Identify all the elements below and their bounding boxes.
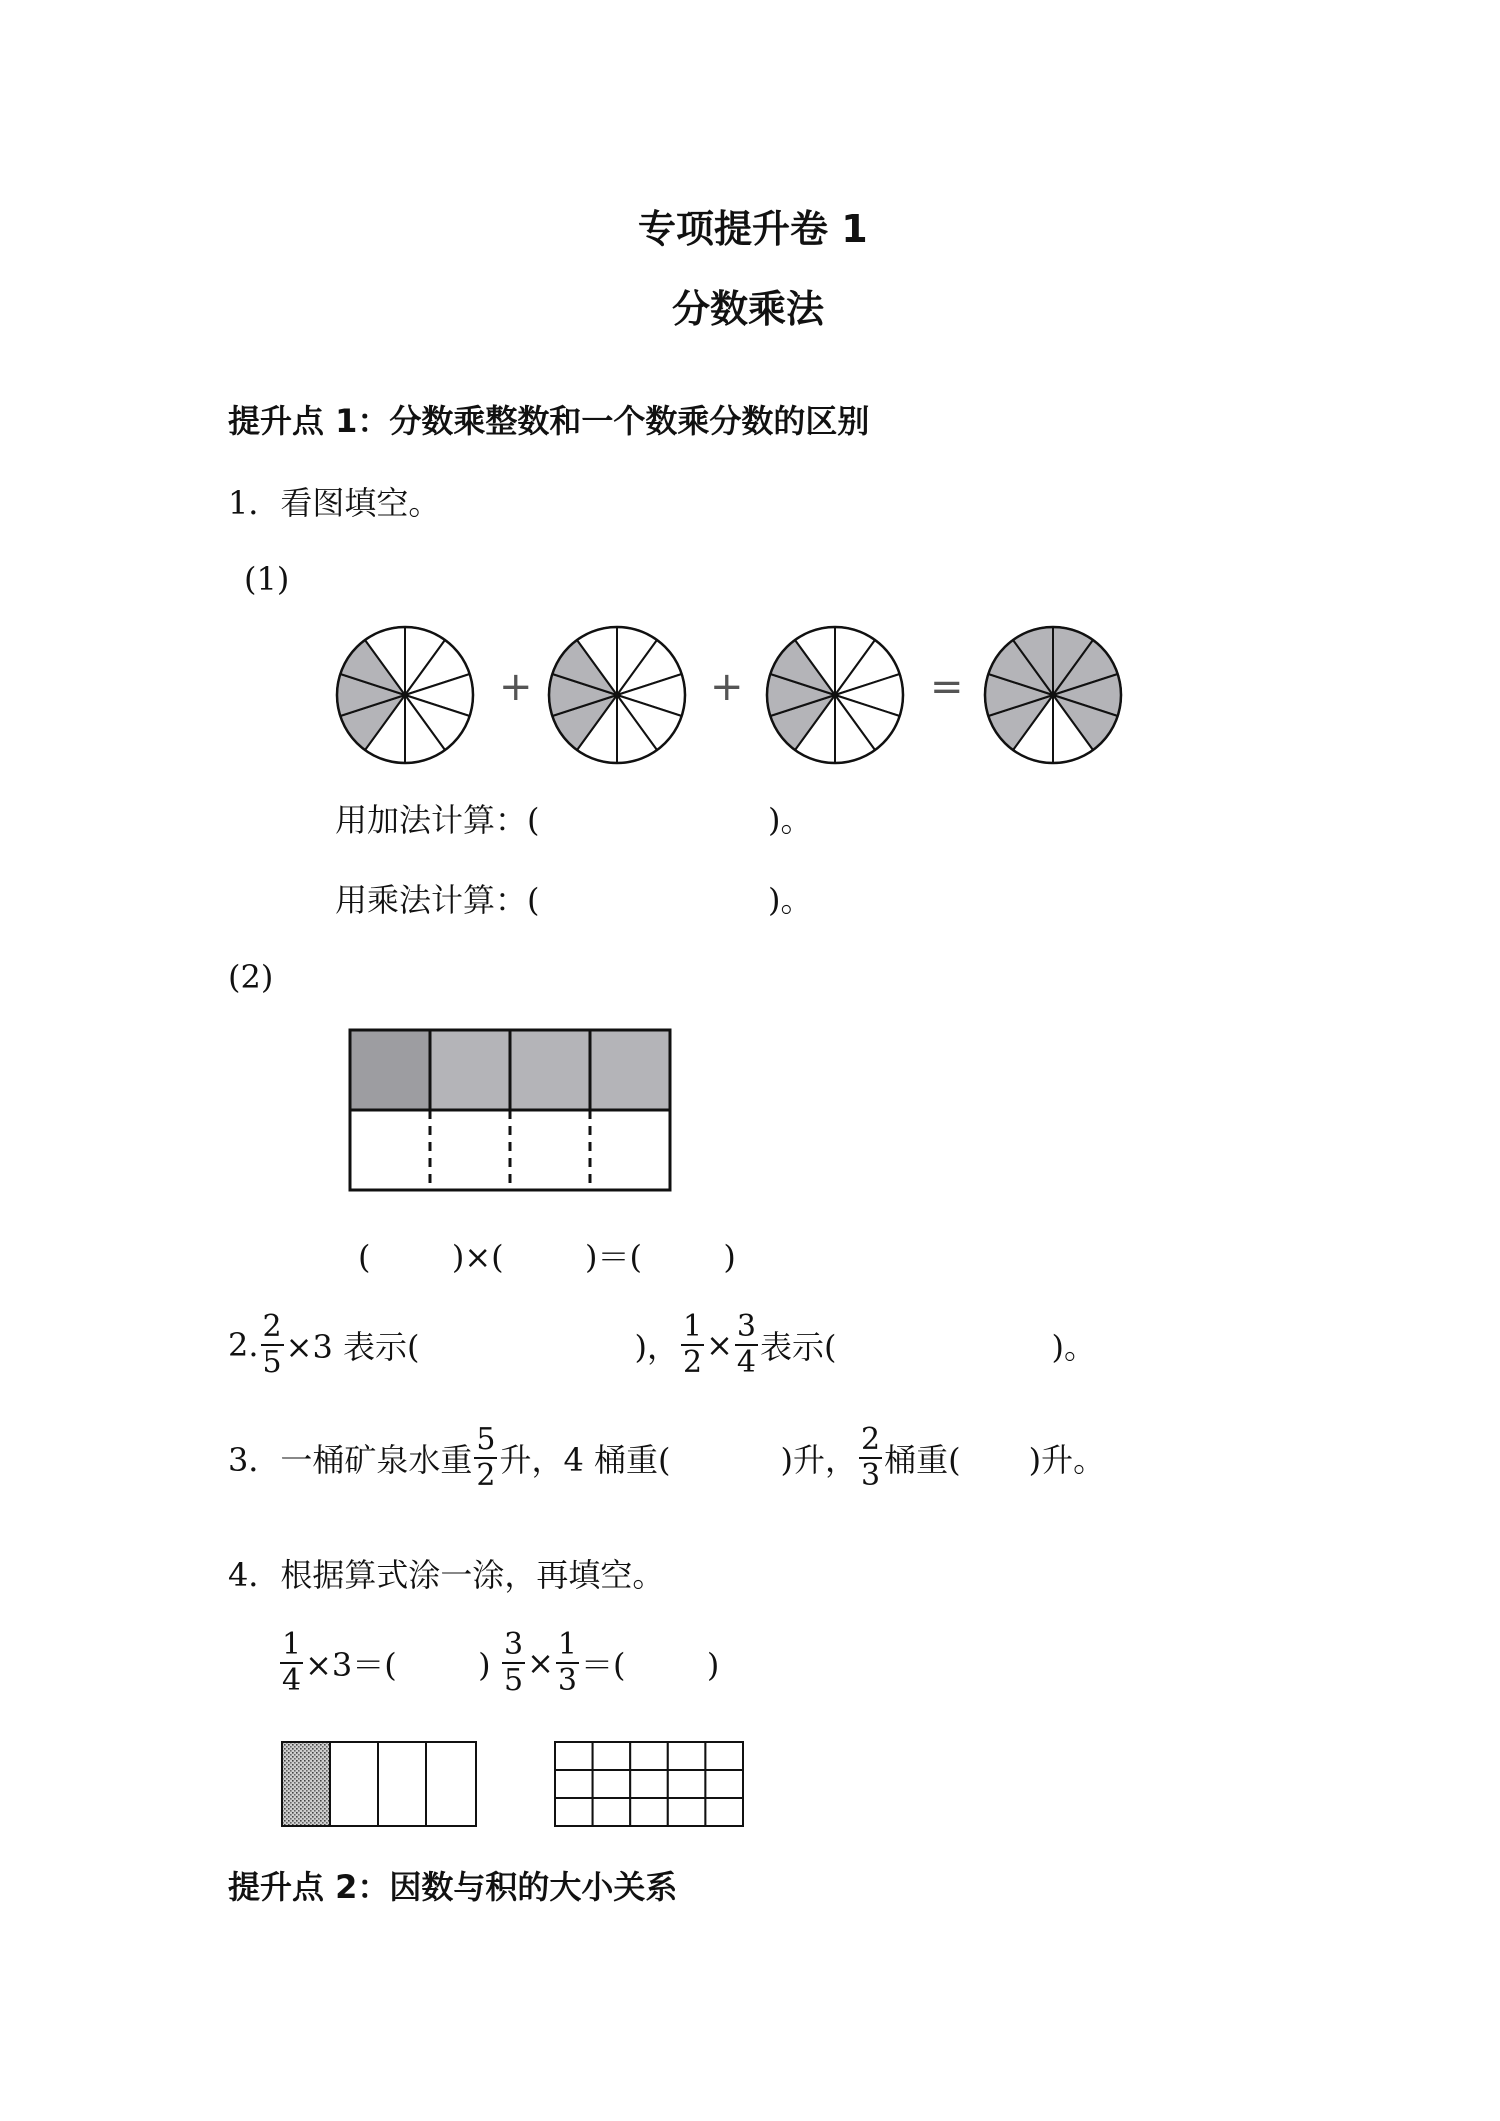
fraction-numerator: 2 [861, 1422, 881, 1457]
equals-sign: = [930, 664, 964, 710]
q1-prompt: 1．看图填空。 [228, 484, 441, 522]
times-sign: × [527, 1644, 554, 1682]
fraction-denominator: 3 [557, 1663, 577, 1698]
q4-strip-diagram[interactable] [280, 1740, 480, 1830]
fraction-numerator: 1 [557, 1627, 577, 1662]
fraction-1-4 [280, 1627, 303, 1698]
section-2-heading: 提升点 2：因数与积的大小关系 [228, 1868, 678, 1906]
fraction-denominator: 2 [682, 1345, 703, 1380]
fraction-denominator: 2 [476, 1458, 496, 1493]
add-calc-label: 用加法计算：( [335, 801, 540, 839]
q2-line [228, 1309, 1096, 1380]
q4-grid-diagram[interactable] [553, 1740, 748, 1830]
grid-cell[interactable] [705, 1742, 743, 1770]
pie-circle-4 [985, 627, 1121, 763]
q2-number: 2. [228, 1326, 259, 1364]
grid-cell[interactable] [593, 1798, 631, 1826]
q4-expression-1 [278, 1627, 491, 1698]
grid-cell[interactable] [630, 1742, 668, 1770]
section-1-heading: 提升点 1：分数乘整数和一个数乘分数的区别 [228, 402, 870, 440]
q3-text-3: )升， [780, 1441, 857, 1479]
q4-expression-2 [500, 1627, 720, 1698]
q4-expression-2-rest: ＝( ) [581, 1646, 720, 1684]
fraction-numerator: 5 [476, 1422, 496, 1457]
fraction-denominator: 4 [736, 1345, 756, 1380]
fraction-2-5 [261, 1309, 284, 1380]
fraction-denominator: 3 [861, 1458, 881, 1493]
mul-calc-close: )。 [768, 881, 813, 919]
fraction-denominator: 4 [282, 1663, 302, 1698]
fraction-numerator: 3 [736, 1309, 756, 1344]
q2-text-3: 表示( [759, 1328, 837, 1366]
fraction-1-2 [681, 1309, 704, 1380]
page-title: 专项提升卷 1 [638, 207, 868, 251]
fraction-5-2 [474, 1422, 497, 1493]
q3-text-2: 升，4 桶重( [499, 1441, 671, 1479]
add-calc-close: )。 [768, 801, 813, 839]
q3-text-5: )升。 [1028, 1441, 1106, 1479]
fraction-2-3 [859, 1422, 882, 1493]
fraction-denominator: 5 [262, 1345, 282, 1380]
fraction-3-4 [735, 1309, 758, 1380]
grid-cell[interactable] [593, 1770, 631, 1798]
q1-part2-label: (2) [228, 958, 274, 996]
grid-cell[interactable] [555, 1742, 593, 1770]
pie-circle-3 [767, 627, 903, 763]
q2-text-4: )。 [1051, 1328, 1096, 1366]
q3-text-4: 桶重( [884, 1441, 961, 1479]
fraction-numerator: 1 [282, 1627, 302, 1662]
q1-part2-formula: ( )×( )＝( ) [358, 1238, 736, 1276]
fraction-numerator: 3 [504, 1627, 524, 1662]
fraction-1-3 [556, 1627, 579, 1698]
page-subtitle: 分数乘法 [672, 287, 825, 331]
q4-expression-1-rest: ×3＝( ) [305, 1646, 491, 1684]
mul-calc-label: 用乘法计算：( [335, 881, 540, 919]
fraction-numerator: 1 [682, 1309, 703, 1344]
q1-part1-label: (1) [244, 560, 290, 598]
q4-prompt: 4．根据算式涂一涂，再填空。 [228, 1556, 665, 1594]
plus-sign-2: + [710, 664, 744, 710]
grid-cell[interactable] [668, 1742, 706, 1770]
q3-line [228, 1422, 1106, 1493]
grid-cell[interactable] [593, 1742, 631, 1770]
times-sign: × [706, 1326, 733, 1364]
q3-text-1: 3．一桶矿泉水重 [228, 1441, 473, 1479]
fraction-3-5 [502, 1627, 525, 1698]
pie-circle-1 [337, 627, 473, 763]
grid-cell[interactable] [555, 1798, 593, 1826]
grid-cell[interactable] [705, 1770, 743, 1798]
pie-circle-2 [549, 627, 685, 763]
fraction-numerator: 2 [262, 1309, 282, 1344]
pie-diagram-row [320, 620, 1480, 810]
grid-cell[interactable] [668, 1798, 706, 1826]
q2-text-2: )， [634, 1328, 679, 1366]
grid-cell[interactable] [705, 1798, 743, 1826]
grid-cell[interactable] [630, 1798, 668, 1826]
grid-cell[interactable] [630, 1770, 668, 1798]
fraction-denominator: 5 [504, 1663, 524, 1698]
grid-cell[interactable] [555, 1770, 593, 1798]
grid-cell[interactable] [668, 1770, 706, 1798]
plus-sign-1: + [499, 664, 533, 710]
rectangle-diagram [345, 1025, 675, 1195]
q2-text-1: ×3 表示( [285, 1328, 420, 1366]
